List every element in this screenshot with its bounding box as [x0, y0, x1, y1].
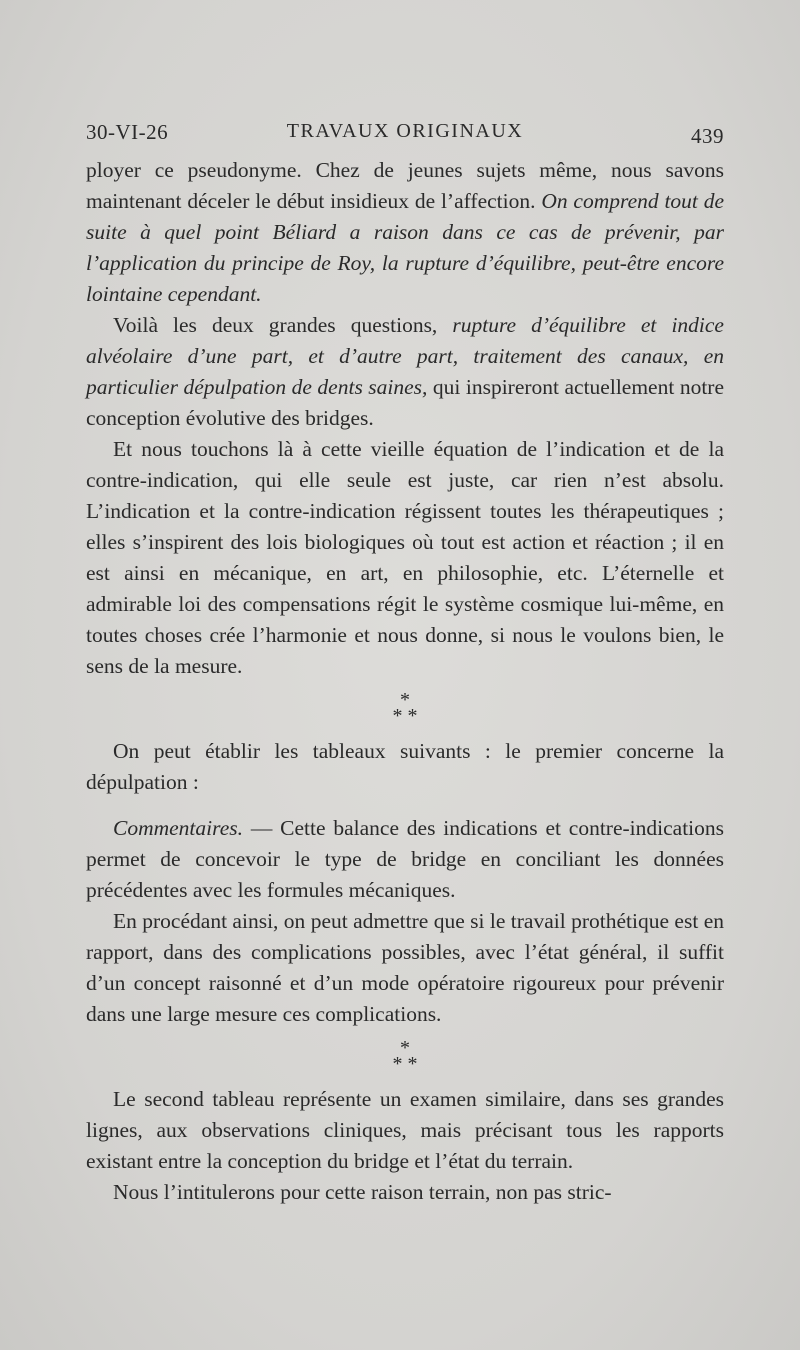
header-section-title: TRAVAUX ORIGINAUX [286, 120, 524, 142]
asterism: * * * [392, 1037, 418, 1075]
header-date: 30-VI-26 [86, 120, 169, 144]
italic-text: On comprend tout de suite à quel point Béliard a raison dans ce cas de prévenir, par l’application du principe de Roy, la rupture d’équilibre, peut-être encore lointaine cependant. [86, 189, 725, 306]
section-separator [86, 1030, 724, 1084]
paragraph-text: ployer ce pseudonyme. Chez de jeunes sujets même, nous savons maintenant déceler le début insidieux de l’affection. [86, 158, 724, 213]
paragraph-text: — Cette balance des indications et contre-indications permet de concevoir le type de bridge en conciliant les données précédentes avec les formules mécaniques. [86, 816, 725, 902]
paragraph [86, 310, 724, 434]
paragraph: On peut établir les tableaux suivants : le premier concerne la dépulpation : [86, 739, 724, 794]
section-separator [86, 682, 724, 736]
paragraph-text: qui inspireront actuellement notre conception évolutive des bridges. [86, 375, 724, 430]
paragraph: Et nous touchons là à cette vieille équation de l’indication et de la contre-indication, qui elle seule est juste, car rien n’est absolu. L’indication et la contre-indication régissent toutes les thérapeutiques ; elles s’inspirent des lois biologiques où tout est action et réaction ; il en est ainsi en mécanique, en art, en philosophie, etc. L’éternelle et admirable loi des compensations régit le système cosmique lui-même, en toutes choses crée l’harmonie et nous donne, si nous le voulons bien, le sens de la mesure. [86, 437, 724, 678]
paragraph: Le second tableau représente un examen similaire, dans ses grandes lignes, aux observations cliniques, mais précisant tous les rapports existant entre la conception du bridge et l’état du terrain. [86, 1087, 724, 1173]
paragraph-text: Voilà les deux grandes questions, [113, 313, 438, 337]
paragraph [86, 155, 724, 310]
italic-text: Commentaires. [113, 816, 243, 840]
paragraph [86, 813, 724, 906]
paragraph: Nous l’intitulerons pour cette raison terrain, non pas stric- [113, 1180, 612, 1204]
running-header [86, 120, 724, 154]
asterism: * * * [392, 689, 418, 727]
paragraph: En procédant ainsi, on peut admettre que si le travail prothétique est en rapport, dans des complications possibles, avec l’état général, il suffit d’un concept raisonné et d’un mode opératoire rigoureux pour prévenir dans une large mesure ces complications. [86, 909, 724, 1026]
body-text [86, 155, 724, 1208]
italic-text: rupture d’équilibre et indice alvéolaire d’une part, et d’autre part, traitement des canaux, en particulier dépulpation de dents saines, [86, 313, 724, 399]
page-number: 439 [691, 124, 724, 148]
